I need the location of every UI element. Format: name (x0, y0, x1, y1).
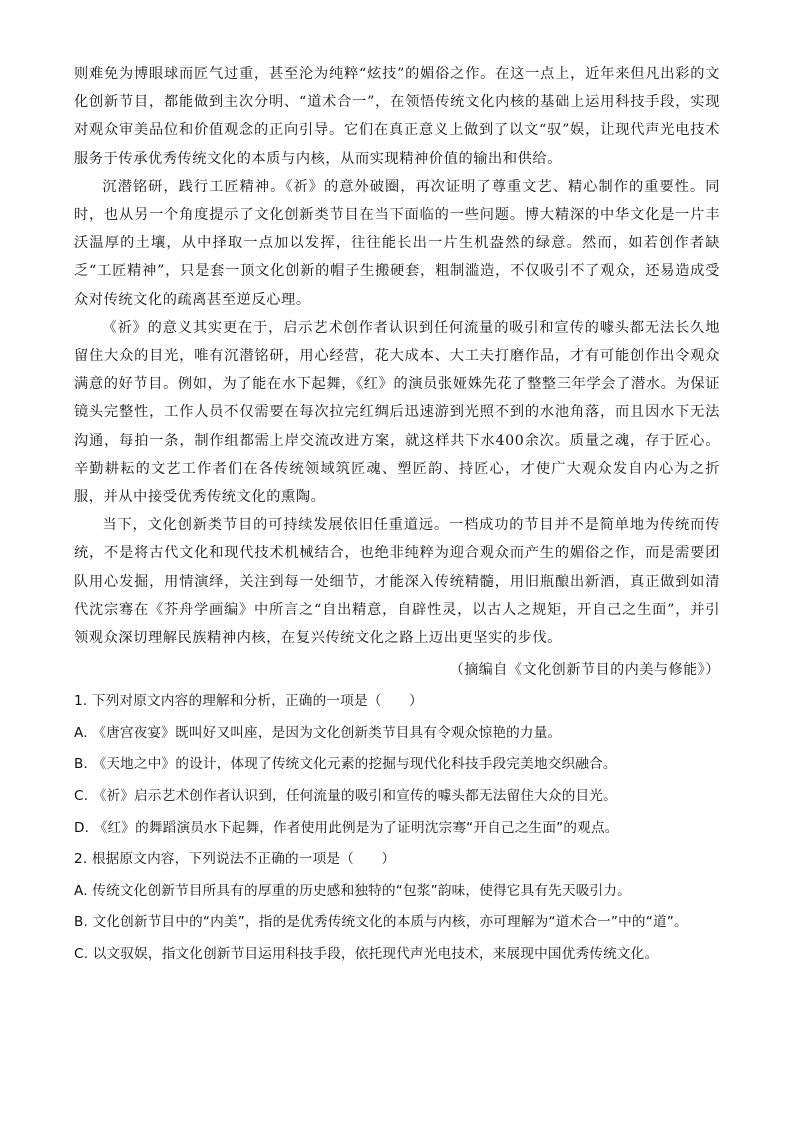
question-stem: 2. 根据原文内容，下列说法不正确的一项是（ ） (74, 851, 396, 868)
passage-paragraph-3: 《祈》的意义其实更在于，启示艺术创作者认识到任何流量的吸引和宣传的噱头都无法长久地留住大众的目光，唯有沉潜铭研，用心经营，花大成本、大工夫打磨作品，才有可能创作出令观众满意的好节目。例如，为了能在水下起舞，《红》的演员张娅姝先花了整整三年学会了潜水。为保证镜头完整性，工作人员不仅需要在每次拉完红绸后迅速游到光照不到的水池角落，而且因水下无法沟通，每拍一条，制作组都需上岸交流改进方案，就这样共下水400余次。质量之魂，存于匠心。辛勤耕耘的文艺工作者们在各传统领域筑匠魂、塑匠韵、持匠心，才使广大观众发自内心为之折服，并从中接受优秀传统文化的熏陶。 (74, 319, 720, 506)
passage-paragraph-4: 当下，文化创新类节目的可持续发展依旧任重道远。一档成功的节目并不是简单地为传统而传统，不是将古代文化和现代技术机械结合，也绝非纯粹为迎合观众而产生的媚俗之作，而是需要团队用心发掘，用情演绎，关注到每一处细节，才能深入传统精髓，用旧瓶酿出新酒，真正做到如清代沈宗骞在《芥舟学画编》中所言之“自出精意，自辟性灵，以古人之规矩，开自己之生面”，并引领观众深切理解民族精神内核，在复兴传统文化之路上迈出更坚实的步伐。 (74, 517, 720, 647)
option-a: A. 传统文化创新节目所具有的厚重的历史感和独特的“包浆”韵味，使得它具有先天吸引力。 (74, 882, 631, 899)
option-d: D. 《红》的舞蹈演员水下起舞，作者使用此例是为了证明沈宗骞“开自己之生面”的观点。 (74, 819, 619, 836)
passage-paragraph-2: 沉潜铭研，践行工匠精神。《祈》的意外破圈，再次证明了尊重文艺、精心制作的重要性。同时，也从另一个角度提示了文化创新类节目在当下面临的一些问题。博大精深的中华文化是一片丰沃温厚的土壤，从中择取一点加以发挥，往往能长出一片生机盎然的绿意。然而，如若创作者缺乏“工匠精神”，只是套一顶文化创新的帽子生搬硬套，粗制滥造，不仅吸引不了观众，还易造成受众对传统文化的疏离甚至逆反心理。 (74, 178, 720, 308)
option-c: C. 以文驭娱，指文化创新节目运用科技手段，依托现代声光电技术，来展现中国优秀传统文化。 (74, 946, 659, 963)
option-c: C. 《祈》启示艺术创作者认识到，任何流量的吸引和宣传的噱头都无法留住大众的目光。 (74, 788, 617, 805)
question-2 (74, 844, 720, 970)
passage (74, 60, 720, 652)
option-b: B. 文化创新节目中的“内美”，指的是优秀传统文化的本质与内核，亦可理解为“道术合一”中的“道”。 (74, 914, 688, 931)
passage-paragraph-1: 则难免为博眼球而匠气过重，甚至沦为纯粹“炫技”的媚俗之作。在这一点上，近年来但凡出彩的文化创新节目，都能做到主次分明、“道术合一”，在领悟传统文化内核的基础上运用科技手段，实现对观众审美品位和价值观念的正向引导。它们在真正意义上做到了以文“驭”娱，让现代声光电技术服务于传承优秀传统文化的本质与内核，从而实现精神价值的输出和供给。 (74, 66, 720, 167)
questions (74, 686, 720, 970)
option-a: A. 《唐宫夜宴》既叫好又叫座，是因为文化创新类节目具有令观众惊艳的力量。 (74, 724, 562, 741)
option-b: B. 《天地之中》的设计，体现了传统文化元素的挖掘与现代化科技手段完美地交织融合。 (74, 756, 617, 773)
passage-source: （摘编自《文化创新节目的内美与修能》） (449, 662, 720, 679)
question-1 (74, 686, 720, 844)
question-stem: 1. 下列对原文内容的理解和分析，正确的一项是（ ） (74, 693, 423, 710)
